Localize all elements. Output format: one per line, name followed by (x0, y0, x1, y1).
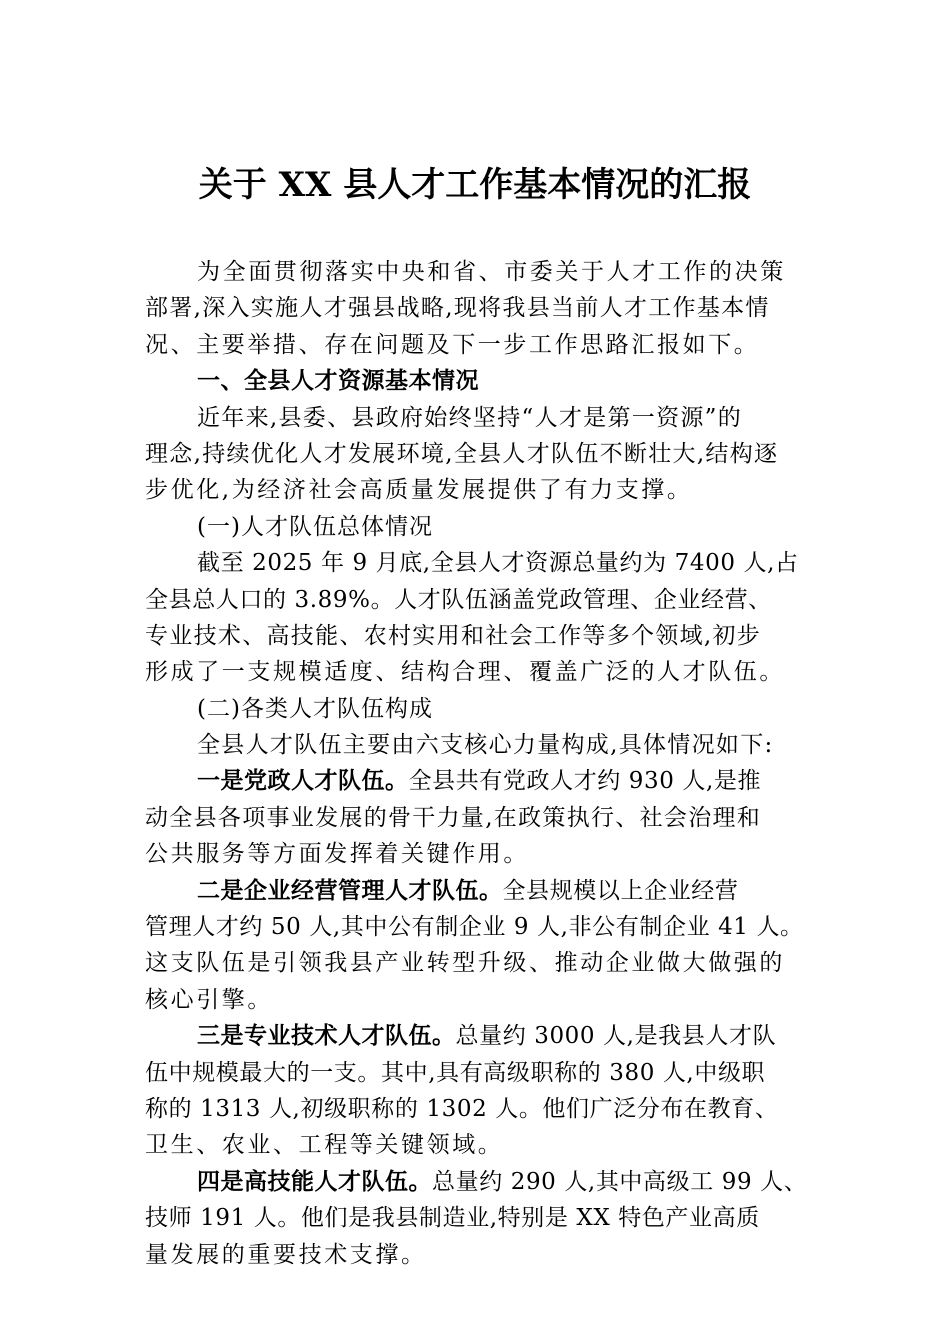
paragraph-line (145, 873, 825, 909)
intro-paragraph (145, 254, 825, 363)
team-paragraph-high-skill (145, 1164, 825, 1273)
paragraph-line: 公共服务等方面发挥着关键作用。 (145, 841, 529, 868)
paragraph-line: 截至 2025 年 9 月底,全县人才资源总量约为 7400 人,占 (197, 550, 799, 577)
document-title: 关于 XX 县人才工作基本情况的汇报 (198, 165, 752, 205)
subsection-heading: (一)人才队伍总体情况 (197, 513, 433, 540)
team-paragraph-professional-technical (145, 1018, 825, 1164)
paragraph-line: 动全县各项事业发展的骨干力量,在政策执行、社会治理和 (145, 804, 762, 831)
team-text: 全县共有党政人才约 930 人,是推 (408, 768, 762, 795)
document-body (145, 254, 825, 1273)
team-lead: 四是高技能人才队伍。 (197, 1167, 432, 1195)
paragraph-line: 伍中规模最大的一支。其中,具有高级职称的 380 人,中级职 (145, 1059, 766, 1086)
paragraph-line: 为全面贯彻落实中央和省、市委关于人才工作的决策 (197, 259, 786, 285)
paragraph-line: 形成了一支规模适度、结构合理、覆盖广泛的人才队伍。 (145, 659, 785, 686)
team-paragraph-party-government (145, 763, 825, 872)
subsection-heading: (二)各类人才队伍构成 (197, 695, 433, 722)
paragraph-line: 管理人才约 50 人,其中公有制企业 9 人,非公有制企业 41 人。 (145, 914, 804, 941)
paragraph-line: 专业技术、高技能、农村实用和社会工作等多个领域,初步 (145, 622, 762, 649)
subsection1-paragraph (145, 545, 825, 691)
paragraph-line: 近年来,县委、县政府始终坚持“人才是第一资源”的 (197, 404, 743, 431)
paragraph-line (145, 1018, 825, 1054)
team-lead: 三是专业技术人才队伍。 (197, 1022, 456, 1050)
paragraph-line: 称的 1313 人,初级职称的 1302 人。他们广泛分布在教育、 (145, 1095, 779, 1122)
paragraph-line: 理念,持续优化人才发展环境,全县人才队伍不断壮大,结构逐 (145, 440, 779, 467)
paragraph-line: 部署,深入实施人才强县战略,现将我县当前人才工作基本情 (145, 295, 770, 322)
section-heading: 一、全县人才资源基本情况 (197, 368, 479, 395)
team-lead: 二是企业经营管理人才队伍。 (197, 876, 503, 904)
team-text: 全县规模以上企业经营 (502, 877, 739, 904)
paragraph-line: 况、主要举措、存在问题及下一步工作思路汇报如下。 (145, 331, 760, 358)
paragraph-line: 卫生、农业、工程等关键领域。 (145, 1132, 504, 1159)
paragraph-line: 全县总人口的 3.89%。人才队伍涵盖党政管理、企业经营、 (145, 586, 772, 613)
team-paragraph-enterprise-management (145, 873, 825, 1019)
paragraph-line: 量发展的重要技术支撑。 (145, 1241, 427, 1268)
team-text: 总量约 290 人,其中高级工 99 人、 (432, 1168, 808, 1195)
paragraph-line: 全县人才队伍主要由六支核心力量构成,具体情况如下: (197, 732, 774, 759)
paragraph-line: 这支队伍是引领我县产业转型升级、推动企业做大做强的 (145, 950, 785, 977)
team-text: 总量约 3000 人,是我县人才队 (455, 1023, 777, 1050)
paragraph-line: 步优化,为经济社会高质量发展提供了有力支撑。 (145, 477, 693, 504)
paragraph-line (145, 763, 825, 799)
section1-paragraph (145, 400, 825, 509)
paragraph-line: 核心引擎。 (145, 986, 273, 1013)
paragraph-line (145, 1164, 825, 1200)
paragraph-line: 技师 191 人。他们是我县制造业,特别是 XX 特色产业高质 (145, 1205, 760, 1232)
team-lead: 一是党政人才队伍。 (197, 767, 409, 795)
